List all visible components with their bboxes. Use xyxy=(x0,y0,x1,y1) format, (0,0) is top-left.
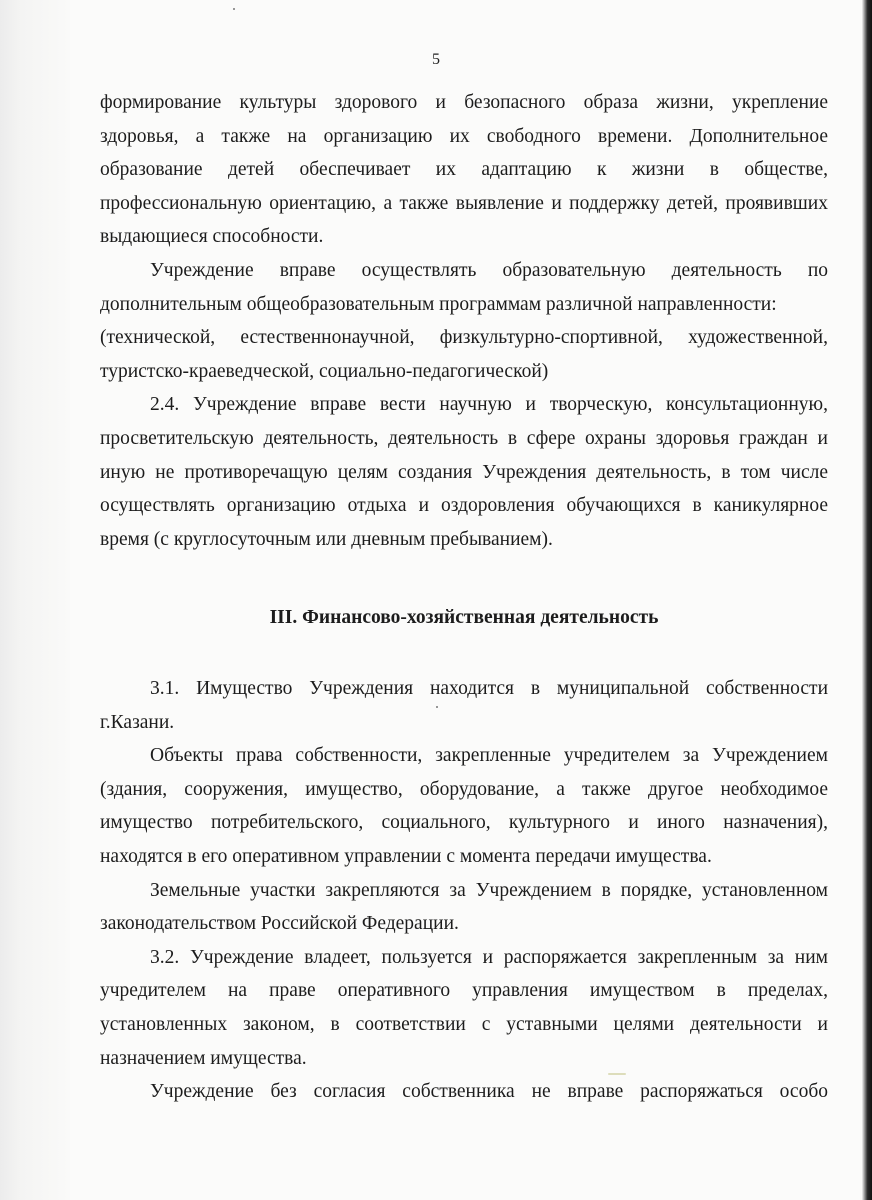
text-line: время (с круглосуточным или дневным пребыванием). xyxy=(100,528,553,550)
text-line: формирование культуры здорового и безопасного образа жизни, укрепление xyxy=(100,92,828,113)
section-heading: III. Финансово-хозяйственная деятельность xyxy=(269,607,659,628)
text-line: здоровья, а также на организацию их свободного времени. Дополнительное xyxy=(100,125,828,147)
text-line: профессиональную ориентацию, а также выявление и поддержку детей, проявивших xyxy=(100,192,828,214)
text-line: установленных законом, в соответствии с уставными целями деятельности и xyxy=(100,1013,828,1035)
body-text-section-2 xyxy=(100,86,828,556)
text-line: Объекты права собственности, закрепленные учредителем за Учреждением xyxy=(150,745,828,767)
text-line: дополнительным общеобразовательным программам различной направленности: xyxy=(100,293,777,315)
text-line: (технической, естественнонаучной, физкультурно-спортивной, художественной, xyxy=(100,327,828,349)
scan-speck xyxy=(233,8,235,10)
page-number: 5 xyxy=(432,51,440,68)
text-line: Учреждение без согласия собственника не вправе распоряжаться особо xyxy=(150,1081,828,1103)
text-line: 3.1. Имущество Учреждения находится в муниципальной собственности xyxy=(150,678,828,699)
text-line: находятся в его оперативном управлении с момента передачи имущества. xyxy=(100,845,712,867)
text-line: 3.2. Учреждение владеет, пользуется и распоряжается закрепленным за ним xyxy=(150,946,828,968)
text-line: законодательством Российской Федерации. xyxy=(100,913,459,935)
text-line: учредителем на праве оперативного управления имуществом в пределах, xyxy=(100,980,828,1002)
text-line: туристско-краеведческой, социально-педагогической) xyxy=(100,360,549,382)
text-line: имущество потребительского, социального, культурного и иного назначения), xyxy=(100,812,828,834)
text-line: (здания, сооружения, имущество, оборудование, а также другое необходимое xyxy=(100,778,828,800)
text-line: Земельные участки закрепляются за Учреждением в порядке, установленном xyxy=(150,879,828,901)
scan-shadow-right xyxy=(862,0,872,1200)
text-line: 2.4. Учреждение вправе вести научную и творческую, консультационную, xyxy=(150,394,828,416)
text-line: г.Казани. xyxy=(100,711,175,733)
text-line: выдающиеся способности. xyxy=(100,226,324,248)
scan-shadow-left xyxy=(0,0,70,1200)
text-line: просветительскую деятельность, деятельность в сфере охраны здоровья граждан и xyxy=(100,427,828,449)
text-line: назначением имущества. xyxy=(100,1047,307,1069)
text-line: Учреждение вправе осуществлять образовательную деятельность по xyxy=(150,259,828,281)
text-line: иную не противоречащую целям создания Учреждения деятельность, в том числе xyxy=(100,461,828,483)
body-text-section-3 xyxy=(100,672,828,1109)
text-line: образование детей обеспечивает их адаптацию к жизни в обществе, xyxy=(100,159,828,181)
text-line: осуществлять организацию отдыха и оздоровления обучающихся в каникулярное xyxy=(100,495,828,517)
